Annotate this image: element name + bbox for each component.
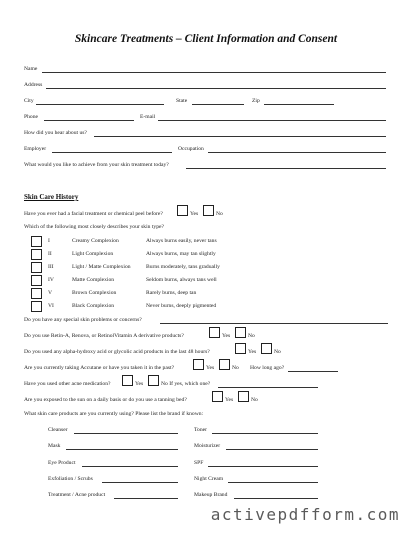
skin-type-question: Which of the following most closely describes your skin type? bbox=[24, 224, 164, 230]
retin-yes-label: Yes bbox=[222, 333, 231, 339]
product-field-right[interactable] bbox=[208, 466, 318, 467]
state-field[interactable] bbox=[192, 104, 244, 105]
hear-about-label: How did you hear about us? bbox=[24, 130, 87, 136]
address-label: Address bbox=[24, 82, 43, 88]
city-label: City bbox=[24, 98, 34, 104]
facial-question: Have you ever had a facial treatment or chemical peel before? bbox=[24, 211, 163, 217]
retin-question: Do you use Retin-A, Renova, or RetinolVitamin A derivative products? bbox=[24, 333, 184, 339]
skin-type-name: Light / Matte Complexion bbox=[72, 264, 131, 270]
products-question: What skin care products are you currently using? Please list the brand if known: bbox=[24, 411, 204, 417]
aha-yes-label: Yes bbox=[248, 349, 257, 355]
acne-no-checkbox[interactable] bbox=[148, 375, 159, 386]
product-label-left: Exfoliation / Scrubs bbox=[48, 476, 93, 482]
phone-field[interactable] bbox=[44, 120, 134, 121]
skin-type-name: Light Complexion bbox=[72, 251, 114, 257]
problems-field[interactable] bbox=[160, 323, 388, 324]
achieve-label: What would you like to achieve from your skin treatment today? bbox=[24, 162, 169, 168]
zip-field[interactable] bbox=[264, 104, 334, 105]
sun-yes-checkbox[interactable] bbox=[212, 391, 223, 402]
facial-yes-label: Yes bbox=[190, 211, 199, 217]
address-field[interactable] bbox=[46, 88, 386, 89]
skin-type-desc: Always burns, may tan slightly bbox=[146, 251, 216, 257]
skin-type-number: I bbox=[48, 238, 50, 244]
product-label-left: Mask bbox=[48, 443, 61, 449]
skin-type-name: Creamy Complexion bbox=[72, 238, 119, 244]
accutane-no-label: No bbox=[232, 365, 239, 371]
skin-type-checkbox[interactable] bbox=[31, 301, 42, 312]
problems-question: Do you have any special skin problems or concerns? bbox=[24, 317, 142, 323]
how-long-field[interactable] bbox=[288, 371, 338, 372]
hear-about-field[interactable] bbox=[94, 136, 386, 137]
sun-yes-label: Yes bbox=[225, 397, 234, 403]
skin-type-name: Matte Complexion bbox=[72, 277, 115, 283]
facial-no-checkbox[interactable] bbox=[203, 205, 214, 216]
product-field-left[interactable] bbox=[114, 498, 178, 499]
product-label-left: Treatment / Acne product bbox=[48, 492, 106, 498]
product-label-right: SPF bbox=[194, 460, 204, 466]
product-field-right[interactable] bbox=[234, 498, 318, 499]
skin-type-number: II bbox=[48, 251, 52, 257]
skin-type-checkbox[interactable] bbox=[31, 275, 42, 286]
product-label-left: Cleanser bbox=[48, 427, 68, 433]
skin-type-number: III bbox=[48, 264, 54, 270]
facial-yes-checkbox[interactable] bbox=[177, 205, 188, 216]
product-label-right: Makeup Brand bbox=[194, 492, 228, 498]
retin-no-label: No bbox=[248, 333, 255, 339]
employer-label: Employer bbox=[24, 146, 47, 152]
skin-type-desc: Seldom burns, always tans well bbox=[146, 277, 217, 283]
aha-yes-checkbox[interactable] bbox=[235, 343, 246, 354]
facial-no-label: No bbox=[216, 211, 223, 217]
retin-yes-checkbox[interactable] bbox=[209, 327, 220, 338]
skin-type-number: VI bbox=[48, 303, 54, 309]
accutane-yes-label: Yes bbox=[206, 365, 215, 371]
skin-type-checkbox[interactable] bbox=[31, 288, 42, 299]
product-field-left[interactable] bbox=[102, 482, 178, 483]
skin-type-name: Black Complexion bbox=[72, 303, 115, 309]
acne-no-label: No If yes, which one? bbox=[161, 381, 211, 387]
state-label: State bbox=[176, 98, 188, 104]
sun-no-label: No bbox=[251, 397, 258, 403]
skin-type-number: IV bbox=[48, 277, 54, 283]
achieve-field[interactable] bbox=[186, 168, 386, 169]
skin-care-history-heading: Skin Care History bbox=[24, 193, 79, 201]
sun-no-checkbox[interactable] bbox=[238, 391, 249, 402]
occupation-field[interactable] bbox=[208, 152, 386, 153]
skin-type-desc: Never burns, deeply pigmented bbox=[146, 303, 217, 309]
skin-type-desc: Rarely burns, deep tan bbox=[146, 290, 197, 296]
skin-type-checkbox[interactable] bbox=[31, 236, 42, 247]
name-field[interactable] bbox=[42, 72, 386, 73]
zip-label: Zip bbox=[252, 98, 260, 104]
product-label-right: Night Cream bbox=[194, 476, 224, 482]
product-label-right: Moisturizer bbox=[194, 443, 221, 449]
acne-yes-label: Yes bbox=[135, 381, 144, 387]
aha-no-checkbox[interactable] bbox=[261, 343, 272, 354]
aha-question: Do you used any alpha-hydroxy acid or glycolic acid products in the last 48 hours? bbox=[24, 349, 210, 355]
accutane-question: Are you currently taking Accutane or have you taken it in the past? bbox=[24, 365, 175, 371]
acne-question: Have you used other acne medication? bbox=[24, 381, 111, 387]
form-title: Skincare Treatments – Client Information and Consent bbox=[74, 33, 338, 45]
skin-type-desc: Burns moderately, tans gradually bbox=[146, 264, 220, 270]
skin-type-checkbox[interactable] bbox=[31, 262, 42, 273]
watermark: activepdfform.com bbox=[210, 505, 400, 524]
product-label-left: Eye Product bbox=[48, 460, 76, 466]
sun-question: Are you exposed to the sun on a daily basis or do you use a tanning bed? bbox=[24, 397, 187, 403]
accutane-no-checkbox[interactable] bbox=[219, 359, 230, 370]
skin-type-number: V bbox=[48, 290, 53, 296]
retin-no-checkbox[interactable] bbox=[235, 327, 246, 338]
product-field-right[interactable] bbox=[226, 449, 318, 450]
product-label-right: Toner bbox=[194, 427, 207, 433]
email-field[interactable] bbox=[158, 120, 386, 121]
how-long-label: How long ago? bbox=[250, 365, 285, 371]
product-field-left[interactable] bbox=[74, 433, 178, 434]
skin-type-name: Brown Complexion bbox=[72, 290, 117, 296]
city-field[interactable] bbox=[36, 104, 164, 105]
skin-type-checkbox[interactable] bbox=[31, 249, 42, 260]
name-label: Name bbox=[24, 66, 38, 72]
email-label: E-mail bbox=[140, 114, 156, 120]
product-field-right[interactable] bbox=[212, 433, 318, 434]
acne-which-field[interactable] bbox=[218, 387, 318, 388]
product-field-right[interactable] bbox=[228, 482, 318, 483]
aha-no-label: No bbox=[274, 349, 281, 355]
product-field-left[interactable] bbox=[82, 466, 178, 467]
accutane-yes-checkbox[interactable] bbox=[193, 359, 204, 370]
occupation-label: Occupation bbox=[178, 146, 204, 152]
employer-field[interactable] bbox=[52, 152, 172, 153]
phone-label: Phone bbox=[24, 114, 38, 120]
product-field-left[interactable] bbox=[66, 449, 178, 450]
acne-yes-checkbox[interactable] bbox=[122, 375, 133, 386]
skin-type-desc: Always burns easily, never tans bbox=[146, 238, 217, 244]
